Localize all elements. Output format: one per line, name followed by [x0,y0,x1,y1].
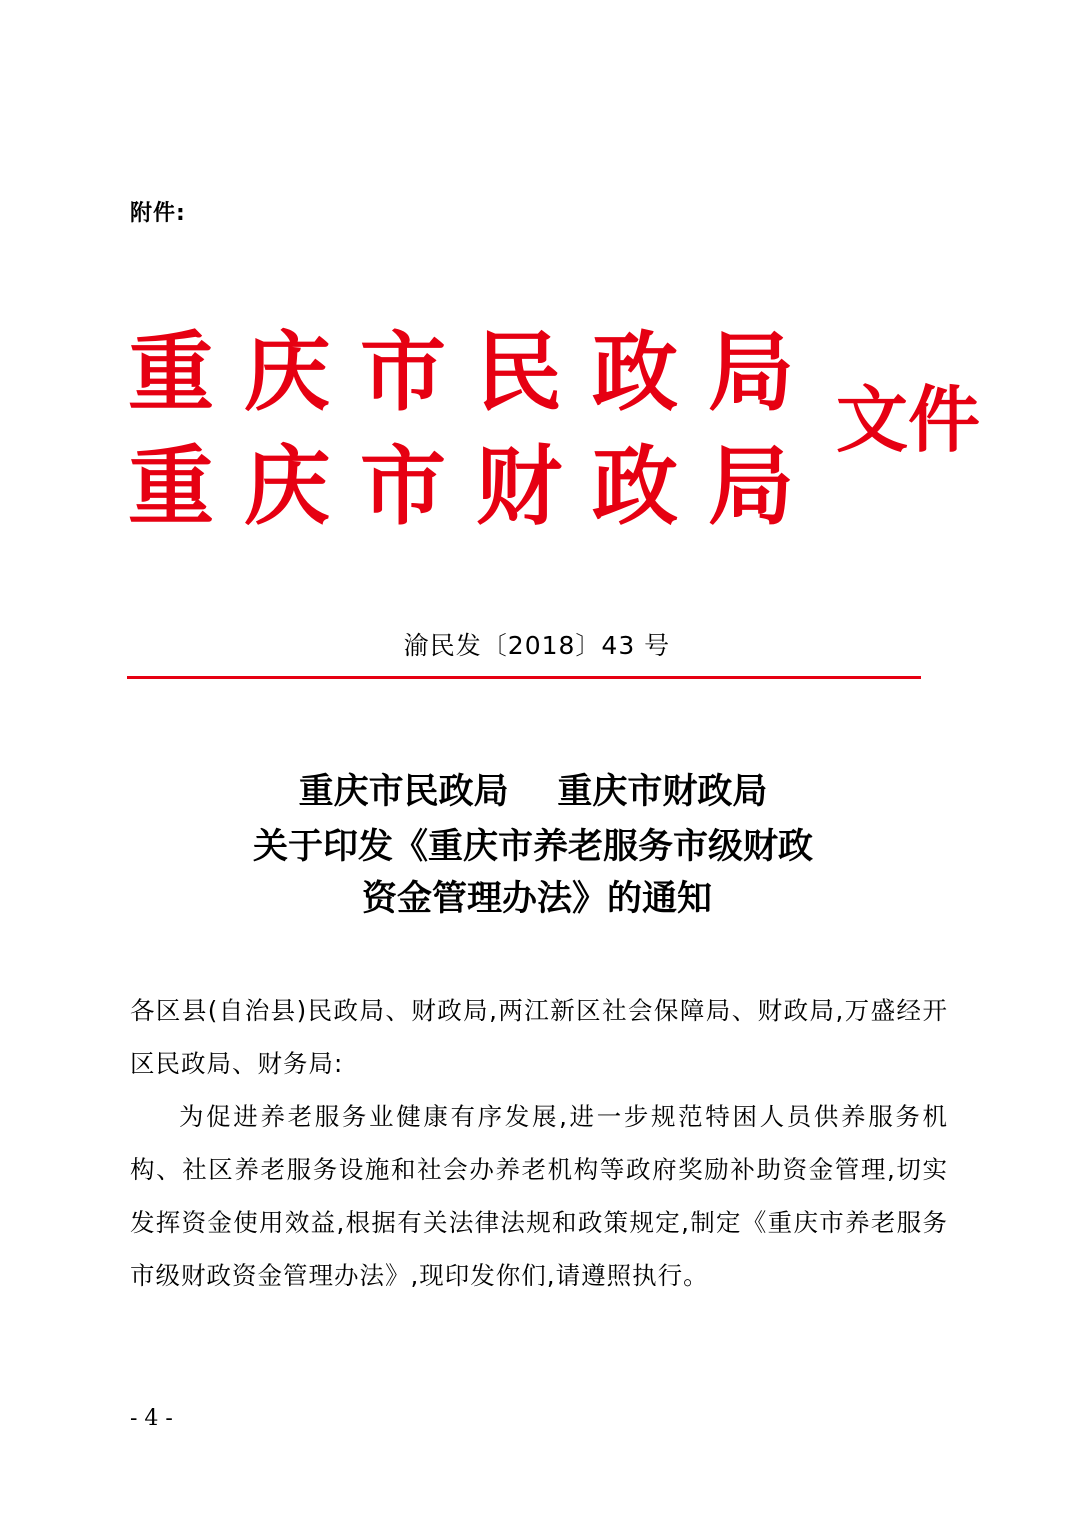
title-line-2: 关于印发《重庆市养老服务市级财政 [252,826,813,867]
issuer-line-civil-affairs: 重庆市民政局 [128,322,824,423]
attachment-label: 附件: [130,201,186,226]
notice-body [130,984,948,1302]
title-line-3: 资金管理办法》的通知 [361,878,712,919]
title-line-1: 重庆市民政局 重庆市财政局 [298,771,768,812]
document-number: 渝民发〔2018〕43 号 [403,631,671,660]
issuer-line-finance: 重庆市财政局 [128,436,824,537]
red-divider-line [127,676,921,679]
body-paragraph: 为促进养老服务业健康有序发展,进一步规范特困人员供养服务机构、社区养老服务设施和社会办养老机构等政府奖励补助资金管理,切实发挥资金使用效益,根据有关法律法规和政策规定,制定《重庆市养老服务市级财政资金管理办法》,现印发你们,请遵照执行。 [130,1102,948,1290]
page-number: - 4 - [130,1406,173,1431]
document-word: 文件 [836,377,981,462]
addressee-paragraph: 各区县(自治县)民政局、财政局,两江新区社会保障局、财政局,万盛经开区民政局、财务局: [130,996,948,1078]
